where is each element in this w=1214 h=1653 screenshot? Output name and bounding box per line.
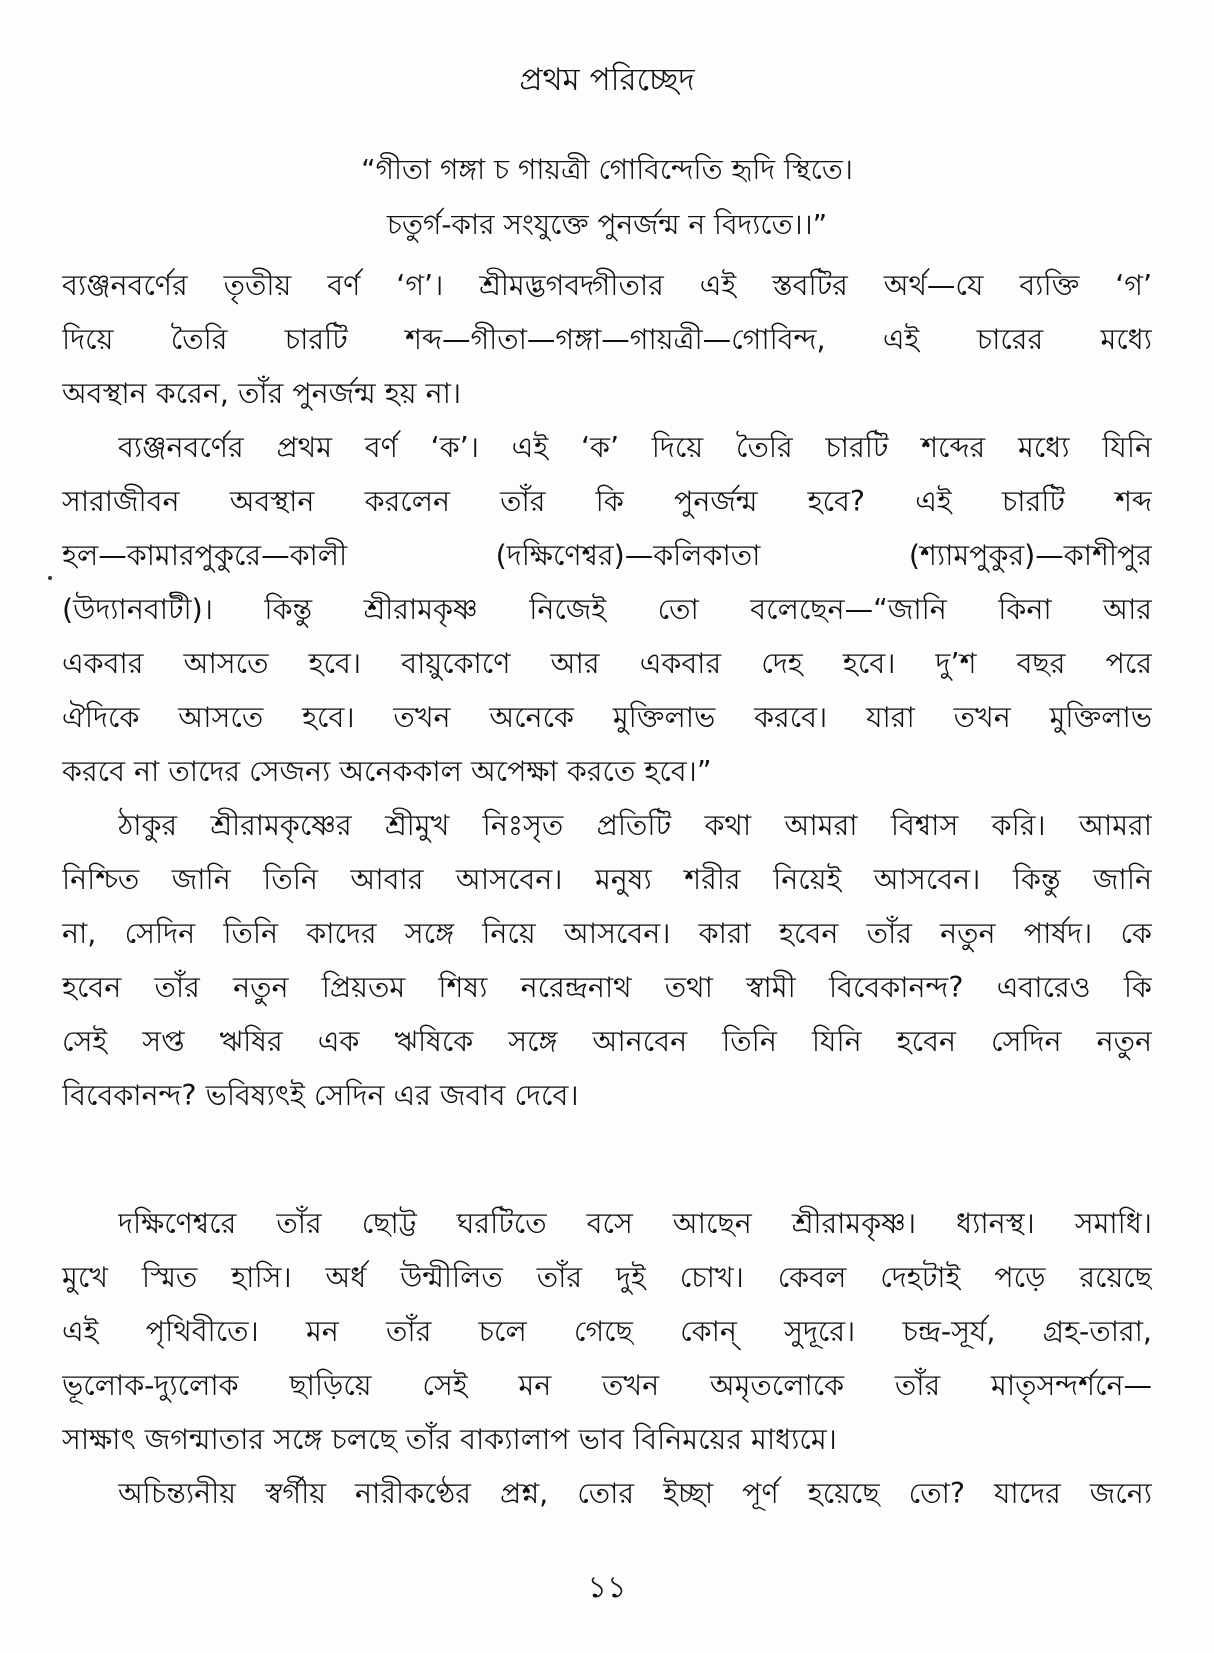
body-line: ঠাকুর শ্রীরামকৃষ্ণের শ্রীমুখ নিঃসৃত প্রতিটি কথা আমরা বিশ্বাস করি। আমরা [118,809,1152,842]
page-number: ১১ [587,1570,627,1605]
body-line: দিয়ে তৈরি চারটি শব্দ—গীতা—গঙ্গা—গায়ত্রী—গোবিন্দ, এই চারের মধ্যে [62,323,1152,356]
body-line: অচিন্ত্যনীয় স্বর্গীয় নারীকণ্ঠের প্রশ্ন, তোর ইচ্ছা পূর্ণ হয়েছে তো? যাদের জন্যে [118,1477,1152,1510]
body-line: না, সেদিন তিনি কাদের সঙ্গে নিয়ে আসবেন। কারা হবেন তাঁর নতুন পার্ষদ। কে [62,917,1152,950]
ink-speck [48,576,52,580]
body-line: ব্যঞ্জনবর্ণের তৃতীয় বর্ণ ‘গ’। শ্রীমদ্ভগবদ্গীতার এই স্তবটির অর্থ—যে ব্যক্তি ‘গ’ [62,269,1152,302]
body-line: দক্ষিণেশ্বরে তাঁর ছোট্ট ঘরটিতে বসে আছেন শ্রীরামকৃষ্ণ। ধ্যানস্থ। সমাধি। [118,1207,1152,1240]
body-line: বিবেকানন্দ? ভবিষ্যৎই সেদিন এর জবাব দেবে। [62,1079,579,1112]
body-line: সেই সপ্ত ঋষির এক ঋষিকে সঙ্গে আনবেন তিনি যিনি হবেন সেদিন নতুন [62,1025,1152,1058]
body-line: একবার আসতে হবে। বায়ুকোণে আর একবার দেহ হবে। দু’শ বছর পরে [62,647,1152,680]
body-line: অবস্থান করেন, তাঁর পুনর্জন্ম হয় না। [62,377,462,410]
verse-line-2: চতুর্গ-কার সংযুক্তে পুনর্জন্ম ন বিদ্যতে।।” [386,208,828,241]
body-line: হল—কামারপুকুরে—কালী (দক্ষিণেশ্বর)—কলিকাতা (শ্যামপুকুর)—কাশীপুর [62,539,1152,572]
body-line: (উদ্যানবাটী)। কিন্তু শ্রীরামকৃষ্ণ নিজেই তো বলেছেন—“জানি কিনা আর [62,593,1152,626]
body-line: ব্যঞ্জনবর্ণের প্রথম বর্ণ ‘ক’। এই ‘ক’ দিয়ে তৈরি চারটি শব্দের মধ্যে যিনি [118,431,1152,464]
body-line: সাক্ষাৎ জগন্মাতার সঙ্গে চলছে তাঁর বাক্যালাপ ভাব বিনিময়ের মাধ্যমে। [62,1423,837,1456]
body-line: ভূলোক-দ্যুলোক ছাড়িয়ে সেই মন তখন অমৃতলোকে তাঁর মাতৃসন্দর্শনে— [62,1369,1152,1402]
body-line: এই পৃথিবীতে। মন তাঁর চলে গেছে কোন্ সুদূরে। চন্দ্র-সূর্য, গ্রহ-তারা, [62,1315,1152,1348]
body-line: ঐদিকে আসতে হবে। তখন অনেকে মুক্তিলাভ করবে। যারা তখন মুক্তিলাভ [62,701,1152,734]
body-line: সারাজীবন অবস্থান করলেন তাঁর কি পুনর্জন্ম হবে? এই চারটি শব্দ [62,485,1152,518]
body-line: হবেন তাঁর নতুন প্রিয়তম শিষ্য নরেন্দ্রনাথ তথা স্বামী বিবেকানন্দ? এবারেও কি [62,971,1152,1004]
body-line: মুখে স্মিত হাসি। অর্ধ উন্মীলিত তাঁর দুই চোখ। কেবল দেহটাই পড়ে রয়েছে [62,1261,1152,1294]
body-line: নিশ্চিত জানি তিনি আবার আসবেন। মনুষ্য শরীর নিয়েই আসবেন। কিন্তু জানি [62,863,1152,896]
chapter-title: প্রথম পরিচ্ছেদ [519,62,695,98]
verse-line-1: “গীতা গঙ্গা চ গায়ত্রী গোবিন্দেতি হৃদি স্থিতে। [361,153,853,186]
body-line: করবে না তাদের সেজন্য অনেককাল অপেক্ষা করতে হবে।” [62,755,712,788]
